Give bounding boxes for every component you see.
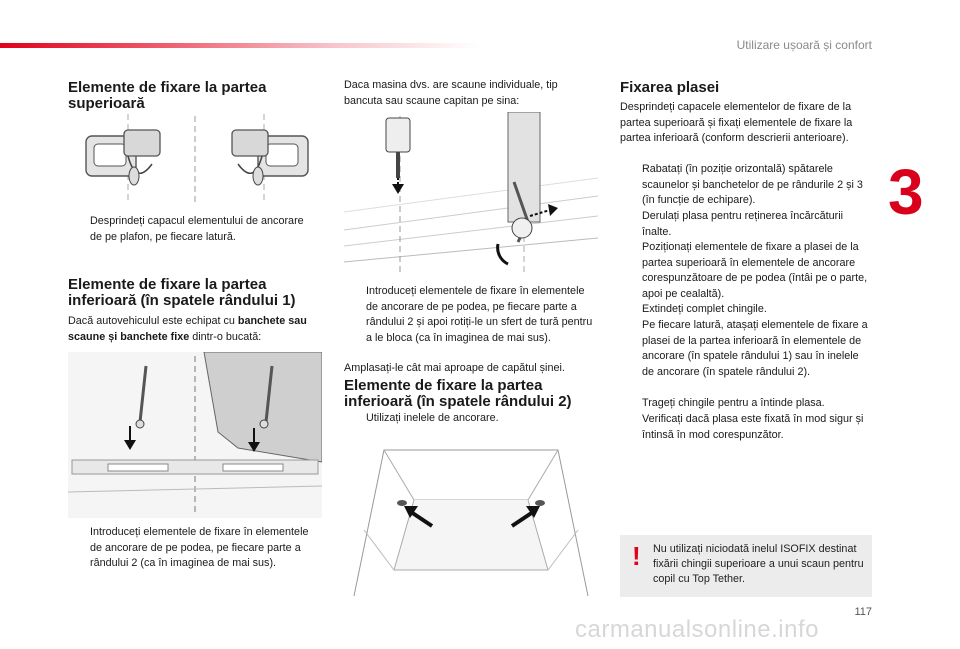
paragraph-lower-row1: Dacă autovehiculul este echipat cu banchete sau scaune și banchete fixe dintr-o bucată: bbox=[68, 315, 307, 343]
bullet-install-rail: Introduceți elementele de fixare în elementele de ancorare de pe podea, pe fiecare parte a rândului 2 și apoi rotiți-le un sfert de tură pentru a le bloca (ca în imaginea de mai sus). bbox=[366, 285, 593, 344]
illustration-rail-anchor bbox=[344, 112, 598, 278]
step-item: Extindeți complet chingile. bbox=[642, 303, 767, 315]
step-item: Trageți chingile pentru a întinde plasa. bbox=[642, 397, 825, 409]
page-number: 117 bbox=[854, 606, 872, 618]
bullet-upper: Desprindeți capacul elementului de ancorare de pe plafon, pe fiecare latură. bbox=[90, 215, 304, 243]
step-item: Pe fiecare latură, atașați elementele de fixare a plasei de la partea inferioară în elementele de ancorare (în spatele rândului 1) sau în inelele de ancorare (în spatele rândului 2). bbox=[642, 319, 868, 378]
warning-icon: ! bbox=[632, 541, 641, 571]
illustration-upper-anchor bbox=[68, 112, 322, 206]
illustration-cargo-rings bbox=[344, 430, 598, 596]
step-item: Derulați plasa pentru reținerea încărcăturii înalte. bbox=[642, 210, 844, 238]
heading-net-fixing: Fixarea plasei bbox=[620, 79, 720, 96]
step-item: Poziționați elementele de fixare a plasei de la partea superioară în elementele de ancorare corespunzătoare de pe podea (întâi pe o parte, apoi pe cealaltă). bbox=[642, 241, 868, 300]
paragraph-individual-seats: Daca masina dvs. are scaune individuale, tip bancuta sau scaune capitan pe sina: bbox=[344, 79, 558, 107]
section-title: Utilizare ușoară și confort bbox=[736, 38, 872, 52]
step-item: Rabatați (în poziție orizontală) spătarele scaunelor și banchetelor de pe rândurile 2 și 3 (în funcție de echipare). bbox=[642, 163, 863, 206]
heading-upper-fixing: Elemente de fixare la partea superioară bbox=[68, 79, 267, 112]
header-accent-bar bbox=[0, 43, 480, 48]
note-rail-position: Amplasați-le cât mai aproape de capătul șinei. bbox=[344, 362, 565, 374]
heading-lower-fixing-row1: Elemente de fixare la partea inferioară (în spatele rândului 1) bbox=[68, 276, 296, 309]
heading-lower-fixing-row2: Elemente de fixare la partea inferioară (în spatele rândului 2) bbox=[344, 377, 572, 410]
step-item: Verificați dacă plasa este fixată în mod sigur și întinsă în mod corespunzător. bbox=[642, 413, 864, 441]
warning-box bbox=[620, 535, 872, 597]
bullet-lower-row2: Utilizați inelele de ancorare. bbox=[366, 412, 499, 424]
warning-text: Nu utilizați niciodată inelul ISOFIX destinat fixării chingii superioare a unui scaun pentru copil cu Top Tether. bbox=[653, 543, 864, 585]
chapter-number: 3 bbox=[888, 156, 924, 228]
paragraph-net-intro: Desprindeți capacele elementelor de fixare de la partea superioară și fixați elementele de fixare la partea inferioară (conform descrierii anterioare). bbox=[620, 101, 853, 144]
bullet-lower-row1: Introduceți elementele de fixare în elementele de ancorare de pe podea, pe fiecare parte a rândului 2 (ca în imaginea de mai sus). bbox=[90, 526, 309, 569]
illustration-floor-anchors-row1 bbox=[68, 352, 322, 518]
watermark: carmanualsonline.info bbox=[575, 616, 819, 643]
